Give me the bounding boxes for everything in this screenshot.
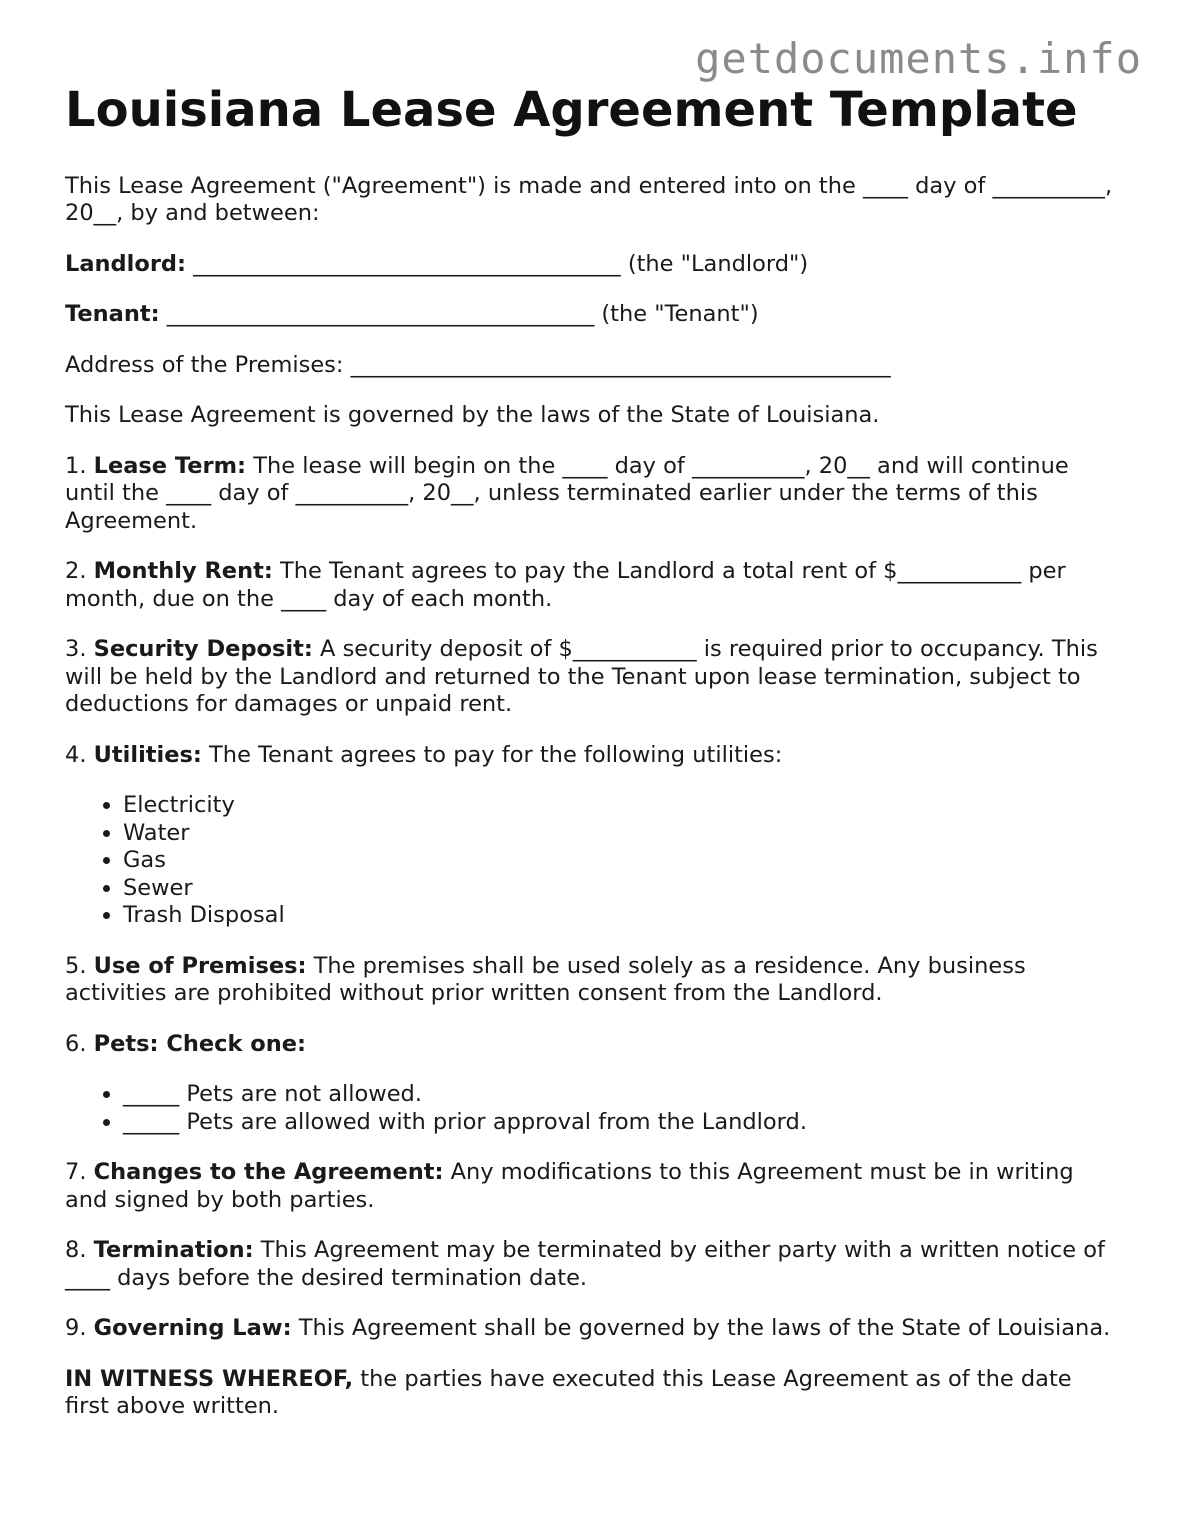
premises-line: Address of the Premises: ________________________________________________ — [65, 351, 891, 378]
section-number: 7. — [65, 1159, 94, 1186]
witness-text: the parties have executed this Lease Agreement as of the date first above written. — [65, 1365, 1072, 1420]
pets-options-list — [65, 1081, 1115, 1136]
utility-item: • Water — [123, 820, 1115, 848]
document-title: Louisiana Lease Agreement Template — [65, 82, 1078, 138]
landlord-blank: ______________________________________ (the "Landlord") — [186, 250, 809, 277]
tenant-blank: ______________________________________ (the "Tenant") — [159, 301, 759, 328]
tenant-line — [65, 301, 1115, 329]
intro-paragraph: This Lease Agreement ("Agreement") is made and entered into on the ____ day of __________, 20__, by and between: — [65, 172, 1113, 227]
section-number: 9. — [65, 1315, 94, 1342]
utility-item: • Sewer — [123, 875, 1115, 903]
section-governing-law — [65, 1315, 1115, 1343]
section-number: 6. — [65, 1030, 94, 1057]
section-text: This Agreement shall be governed by the laws of the State of Louisiana. — [291, 1315, 1111, 1342]
utility-item: • Gas — [123, 847, 1115, 875]
section-number: 2. — [65, 558, 94, 585]
section-heading: Security Deposit: — [93, 636, 313, 663]
document-body — [65, 84, 1115, 1444]
section-heading: Lease Term: — [93, 452, 247, 479]
section-heading: Governing Law: — [93, 1315, 292, 1342]
pets-option: • _____ Pets are allowed with prior approval from the Landlord. — [123, 1109, 1115, 1137]
section-heading: Changes to the Agreement: — [93, 1159, 444, 1186]
section-utilities — [65, 742, 1115, 770]
section-text: This Agreement may be terminated by either party with a written notice of ____ days before the desired termination date. — [65, 1237, 1105, 1291]
section-text: The premises shall be used solely as a residence. Any business activities are prohibited without prior written consent from the Landlord. — [65, 952, 1026, 1007]
utilities-list — [65, 792, 1115, 930]
witness-label: IN WITNESS WHEREOF, — [65, 1365, 354, 1392]
governed-intro: This Lease Agreement is governed by the laws of the State of Louisiana. — [65, 402, 880, 429]
section-heading: Pets: Check one: — [93, 1030, 307, 1057]
section-changes — [65, 1159, 1115, 1214]
section-heading: Utilities: — [93, 741, 202, 768]
tenant-label: Tenant: — [65, 301, 160, 328]
section-number: 5. — [65, 952, 94, 979]
section-monthly-rent — [65, 558, 1115, 613]
section-number: 8. — [65, 1237, 94, 1264]
section-use-of-premises — [65, 953, 1115, 1008]
section-text: Any modifications to this Agreement must be in writing and signed by both parties. — [65, 1159, 1074, 1213]
section-text: The Tenant agrees to pay the Landlord a total rent of $___________ per month, due on the ____ day of each month. — [65, 558, 1066, 612]
watermark: getdocuments.info — [695, 34, 1142, 83]
utility-item: • Trash Disposal — [123, 902, 1115, 930]
section-heading: Use of Premises: — [93, 952, 307, 979]
section-number: 4. — [65, 741, 94, 768]
section-text: A security deposit of $___________ is required prior to occupancy. This will be held by the Landlord and returned to the Tenant upon lease termination, subject to deductions for damages or unpaid rent. — [65, 636, 1098, 718]
section-number: 3. — [65, 636, 94, 663]
section-pets — [65, 1031, 1115, 1059]
section-security-deposit — [65, 636, 1115, 719]
section-text: The lease will begin on the ____ day of __________, 20__ and will continue until the ____ day of __________, 20__, unless terminated earlier under the terms of this Agreement. — [65, 452, 1069, 534]
section-termination — [65, 1237, 1115, 1292]
landlord-line — [65, 251, 1115, 279]
section-heading: Termination: — [93, 1237, 254, 1264]
section-text: The Tenant agrees to pay for the following utilities: — [201, 741, 783, 768]
utility-item: • Electricity — [123, 792, 1115, 820]
section-number: 1. — [65, 452, 94, 479]
section-lease-term — [65, 453, 1115, 536]
witness-paragraph — [65, 1366, 1115, 1421]
pets-option: • _____ Pets are not allowed. — [123, 1081, 1115, 1109]
section-heading: Monthly Rent: — [93, 558, 273, 585]
landlord-label: Landlord: — [65, 250, 187, 277]
